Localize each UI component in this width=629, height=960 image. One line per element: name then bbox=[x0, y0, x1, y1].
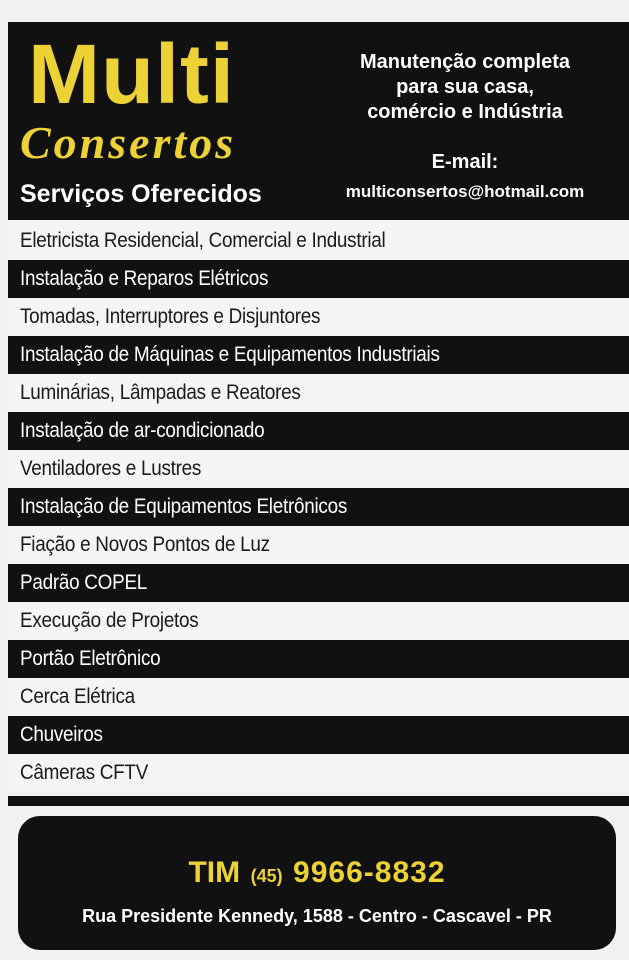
phone-line bbox=[18, 856, 616, 890]
divider-bar bbox=[8, 796, 629, 806]
brand-name-multi: Multi bbox=[28, 27, 235, 121]
tagline-line-3: comércio e Indústria bbox=[367, 101, 563, 123]
contact-panel bbox=[18, 816, 616, 950]
service-item: Instalação de Máquinas e Equipamentos Industriais bbox=[8, 336, 629, 374]
service-item: Execução de Projetos bbox=[8, 602, 629, 640]
tagline bbox=[304, 50, 626, 125]
service-item: Eletricista Residencial, Comercial e Industrial bbox=[8, 222, 629, 260]
header-panel bbox=[8, 22, 629, 220]
services-list bbox=[8, 222, 629, 792]
service-item: Chuveiros bbox=[8, 716, 629, 754]
address: Rua Presidente Kennedy, 1588 - Centro - Cascavel - PR bbox=[82, 906, 552, 926]
brand-name-consertos: Consertos bbox=[20, 117, 237, 168]
service-item: Cerca Elétrica bbox=[8, 678, 629, 716]
tagline-line-2: para sua casa, bbox=[396, 76, 534, 98]
services-title: Serviços Oferecidos bbox=[20, 180, 262, 208]
service-item: Tomadas, Interruptores e Disjuntores bbox=[8, 298, 629, 336]
service-item: Padrão COPEL bbox=[8, 564, 629, 602]
service-item: Fiação e Novos Pontos de Luz bbox=[8, 526, 629, 564]
service-item: Luminárias, Lâmpadas e Reatores bbox=[8, 374, 629, 412]
service-item: Instalação de Equipamentos Eletrônicos bbox=[8, 488, 629, 526]
service-item: Ventiladores e Lustres bbox=[8, 450, 629, 488]
service-item: Portão Eletrônico bbox=[8, 640, 629, 678]
service-item: Instalação e Reparos Elétricos bbox=[8, 260, 629, 298]
phone-operator: TIM bbox=[188, 856, 241, 889]
tagline-line-1: Manutenção completa bbox=[359, 51, 571, 73]
service-item: Câmeras CFTV bbox=[8, 754, 629, 792]
phone-area-code: (45) bbox=[250, 866, 283, 886]
phone-number: 9966-8832 bbox=[293, 856, 446, 889]
service-item: Instalação de ar-condicionado bbox=[8, 412, 629, 450]
email-label: E-mail: bbox=[431, 151, 499, 173]
email-address: multiconsertos@hotmail.com bbox=[345, 182, 585, 201]
